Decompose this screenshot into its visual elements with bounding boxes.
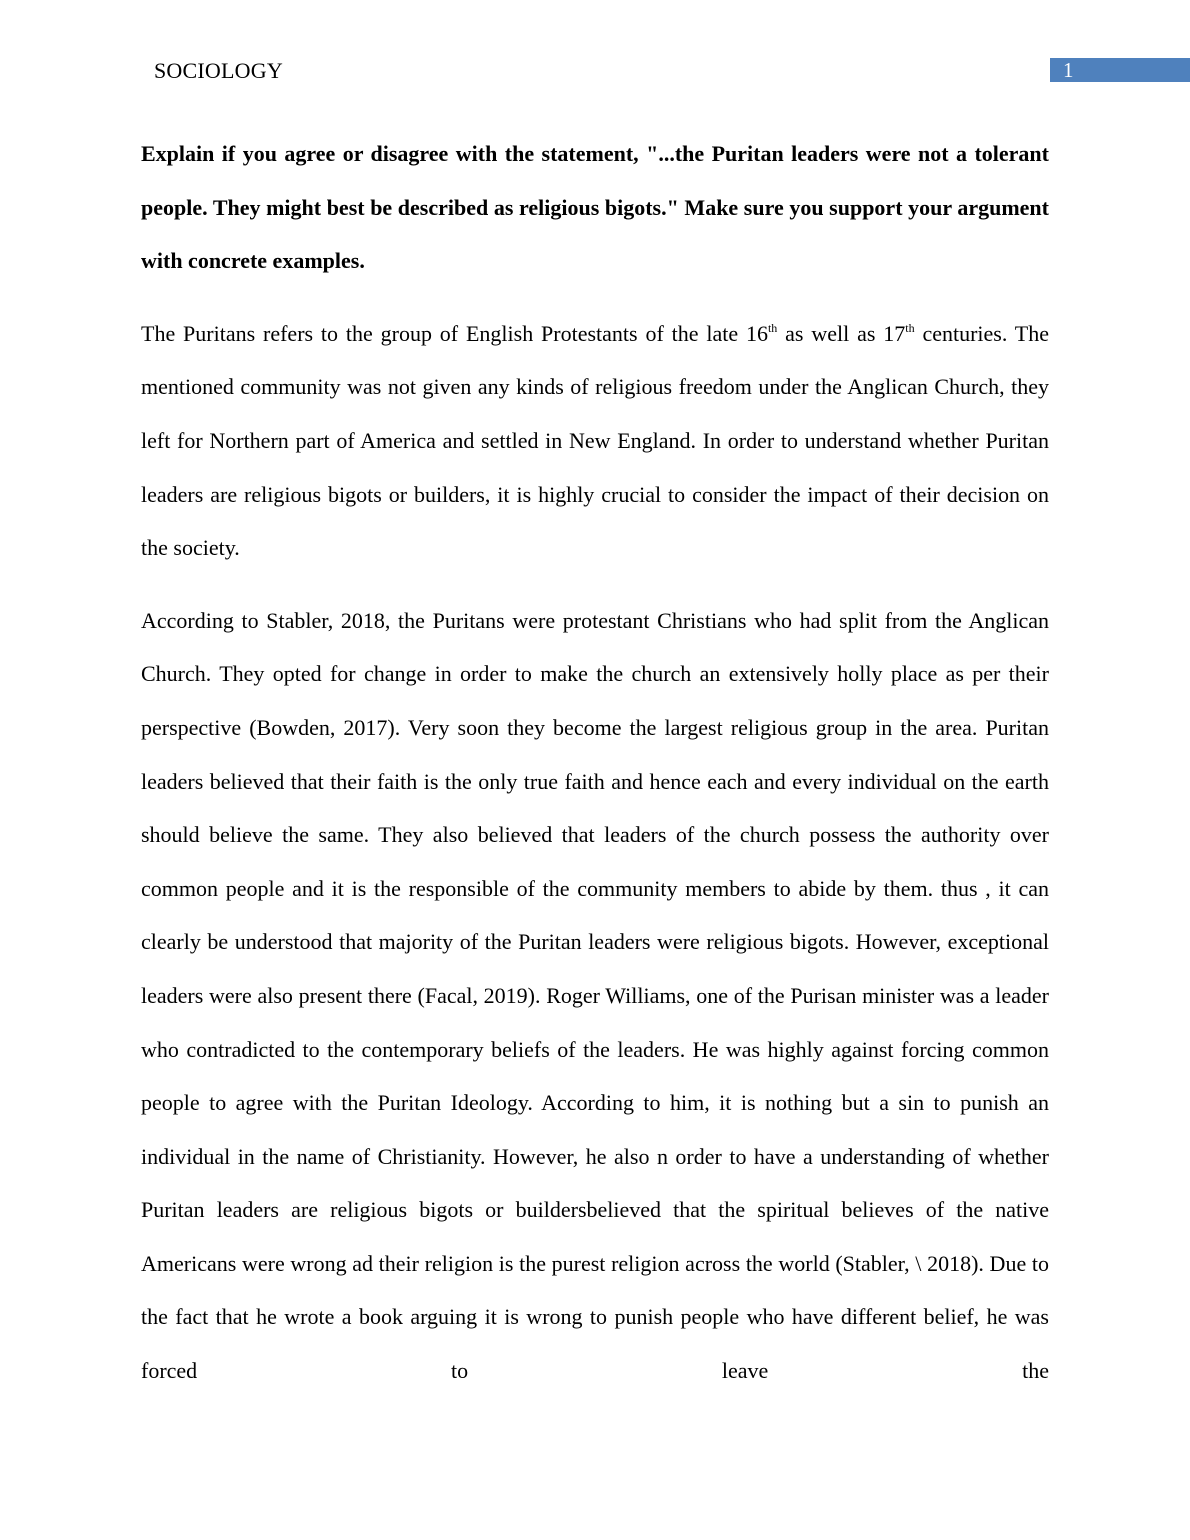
paragraph-intro bbox=[141, 307, 1049, 575]
paragraph-intro-text-3: centuries. The mentioned community was not given any kinds of religious freedom under the Anglican Church, they left for Northern part of America and settled in New England. In order to understand whether Puritan leaders are religious bigots or builders, it is highly crucial to consider the impact of their decision on the society. bbox=[141, 320, 1050, 561]
paragraph-argument: According to Stabler, 2018, the Puritans were protestant Christians who had split from the Anglican Church. They opted for change in order to make the church an extensively holly place as per their perspective (Bowden, 2017). Very soon they become the largest religious group in the area. Puritan leaders believed that their faith is the only true faith and hence each and every individual on the earth should believe the same. They also believed that leaders of the church possess the authority over common people and it is the responsible of the community members to abide by them. thus , it can clearly be understood that majority of the Puritan leaders were religious bigots. However, exceptional leaders were also present there (Facal, 2019). Roger Williams, one of the Purisan minister was a leader who contradicted to the contemporary beliefs of the leaders. He was highly against forcing common people to agree with the Puritan Ideology. According to him, it is nothing but a sin to punish an individual in the name of Christianity. However, he also n order to have a understanding of whether Puritan leaders are religious bigots or buildersbelieved that the spiritual believes of the native Americans were wrong ad their religion is the purest religion across the world (Stabler, \ 2018). Due to the fact that he wrote a book arguing it is wrong to punish people who have different belief, he was forced to leave the bbox=[141, 607, 1049, 1384]
page-number: 1 bbox=[1063, 58, 1074, 82]
running-head: SOCIOLOGY bbox=[154, 58, 283, 83]
page-number-bar bbox=[1050, 58, 1190, 82]
ordinal-superscript: th bbox=[767, 320, 778, 335]
document-body bbox=[141, 127, 1049, 1417]
ordinal-superscript: th bbox=[905, 320, 915, 335]
paragraph-intro-text-1: The Puritans refers to the group of English Protestants of the late 16 bbox=[141, 320, 768, 346]
question-heading: Explain if you agree or disagree with the statement, "...the Puritan leaders were not a tolerant people. They might best be described as religious bigots." Make sure you support your argument with concrete examples. bbox=[141, 141, 1049, 274]
paragraph-intro-text-2: as well as 17 bbox=[777, 320, 906, 346]
